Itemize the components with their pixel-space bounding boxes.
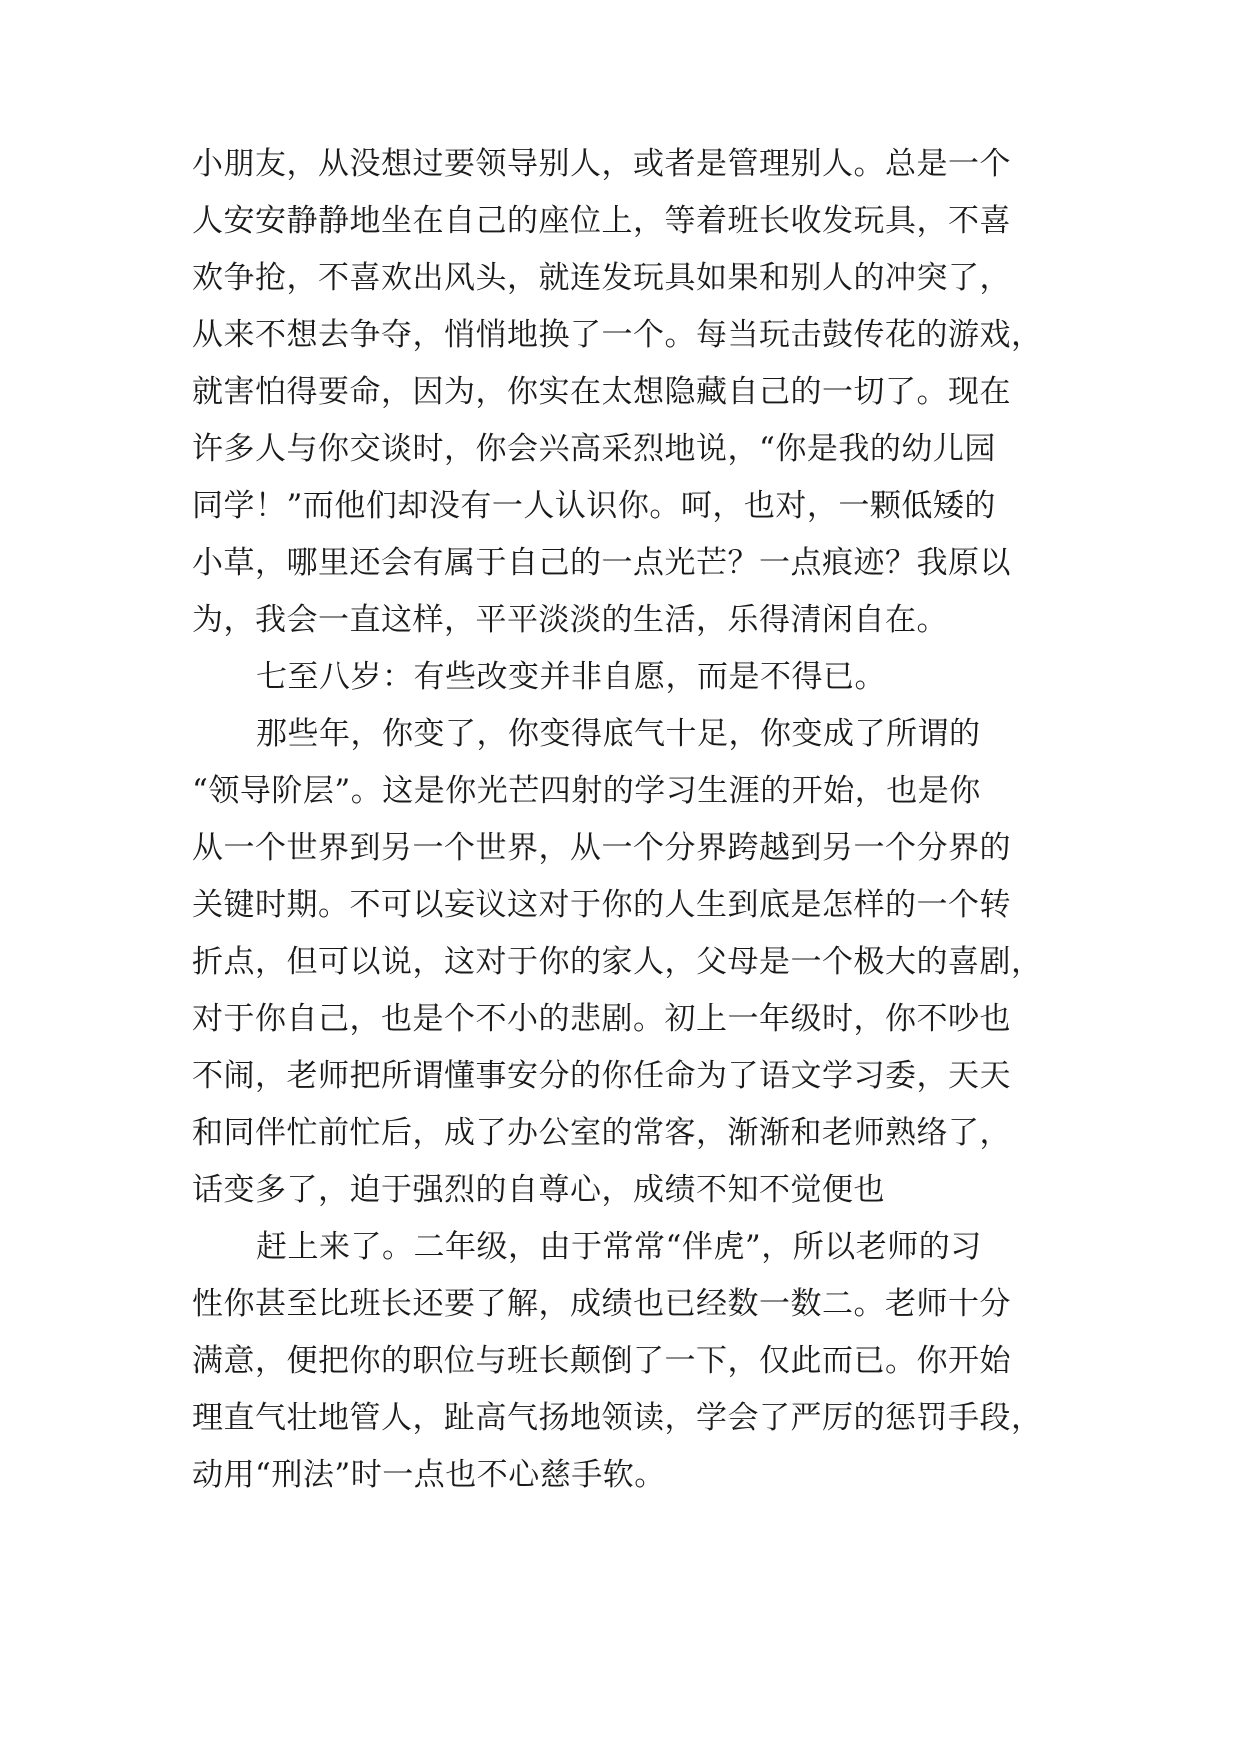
- text-line: 从一个世界到另一个世界，从一个分界跨越到另一个分界的: [192, 830, 1011, 866]
- text-line: 动用“刑法”时一点也不心慈手软。: [192, 1457, 666, 1493]
- text-line: 人安安静静地坐在自己的座位上，等着班长收发玩具，不喜: [192, 203, 1011, 239]
- text-line: 关键时期。不可以妄议这对于你的人生到底是怎样的一个转: [192, 887, 1011, 923]
- paragraph-start: 赶上来了。二年级，由于常常“伴虎”，所以老师的习: [256, 1229, 982, 1265]
- text-line: 欢争抢，不喜欢出风头，就连发玩具如果和别人的冲突了，: [192, 260, 1011, 296]
- section-heading: 七至八岁：有些改变并非自愿，而是不得已。: [256, 659, 886, 695]
- text-line: 就害怕得要命，因为，你实在太想隐藏自己的一切了。现在: [192, 374, 1011, 410]
- text-line: “领导阶层”。这是你光芒四射的学习生涯的开始，也是你: [192, 773, 981, 809]
- text-line: 为，我会一直这样，平平淡淡的生活，乐得清闲自在。: [192, 602, 948, 638]
- text-line: 话变多了，迫于强烈的自尊心，成绩不知不觉便也: [192, 1172, 885, 1208]
- text-line: 理直气壮地管人，趾高气扬地领读，学会了严厉的惩罚手段，: [192, 1400, 1043, 1436]
- text-line: 小朋友，从没想过要领导别人，或者是管理别人。总是一个: [192, 146, 1011, 182]
- text-line: 小草，哪里还会有属于自己的一点光芒？一点痕迹？我原以: [192, 545, 1011, 581]
- text-line: 对于你自己，也是个不小的悲剧。初上一年级时，你不吵也: [192, 1001, 1011, 1037]
- text-line: 许多人与你交谈时，你会兴高采烈地说，“你是我的幼儿园: [192, 431, 996, 467]
- document-body: [192, 136, 1072, 1504]
- text-line: 和同伴忙前忙后，成了办公室的常客，渐渐和老师熟络了，: [192, 1115, 1011, 1151]
- text-line: 满意，便把你的职位与班长颠倒了一下，仅此而已。你开始: [192, 1343, 1011, 1379]
- text-line: 性你甚至比班长还要了解，成绩也已经数一数二。老师十分: [192, 1286, 1011, 1322]
- paragraph-start: 那些年，你变了，你变得底气十足，你变成了所谓的: [256, 716, 981, 752]
- text-line: 同学！”而他们却没有一人认识你。呵，也对，一颗低矮的: [192, 488, 996, 524]
- text-line: 折点，但可以说，这对于你的家人，父母是一个极大的喜剧，: [192, 944, 1043, 980]
- text-line: 不闹，老师把所谓懂事安分的你任命为了语文学习委，天天: [192, 1058, 1011, 1094]
- text-line: 从来不想去争夺，悄悄地换了一个。每当玩击鼓传花的游戏，: [192, 317, 1043, 353]
